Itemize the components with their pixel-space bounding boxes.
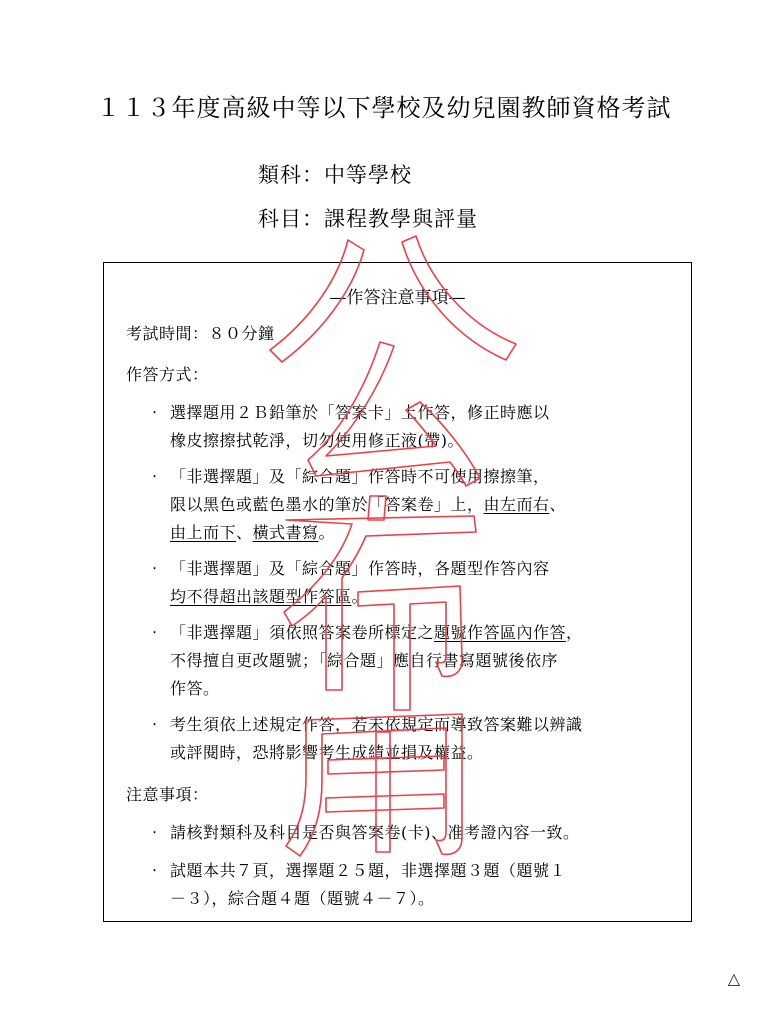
instructions-heading: —作答注意事項— [329,288,466,308]
item-text: 請核對類科及科目是否與答案卷(卡)、准考證內容一致。 [170,823,580,842]
bullet-dot: ‧ [152,403,158,422]
item-line [152,819,677,847]
item-line [152,491,677,519]
note-item [152,819,677,847]
item-text: 「非選擇題」及「綜合題」作答時不可使用擦擦筆， [170,467,550,486]
rule-item [152,399,677,455]
item-text: 橡皮擦擦拭乾淨，切勿使用修正液(帶)。 [170,431,464,450]
underlined-text: 橫式書寫 [252,523,319,542]
rule-item [152,463,677,547]
item-text: 試題本共７頁，選擇題２５題，非選擇題３題（題號１ [170,861,567,880]
item-line [152,399,677,427]
answer-method-label: 作答方式： [126,365,209,384]
item-line [152,675,677,703]
rule-item [152,619,677,703]
subject-line: 科目：課程教學與評量 [258,207,478,231]
item-text: 、 [549,495,567,514]
underlined-text: 均不得超出該題型作答區 [170,587,352,606]
item-line [152,885,677,913]
item-text: 選擇題用２Ｂ鉛筆於「答案卡」上作答，修正時應以 [170,403,550,422]
bullet-dot: ‧ [152,715,158,734]
underlined-text: 由左而右 [483,495,550,514]
instructions-box [103,262,692,922]
bullet-dot: ‧ [152,861,158,880]
item-line [152,711,677,739]
item-line [152,857,677,885]
item-line [152,519,677,547]
item-text: ， [566,623,583,642]
underlined-text: 由上而下 [170,523,237,542]
item-text: 作答。 [170,679,220,698]
corner-triangle-mark: △ [727,969,740,988]
notes-label: 注意事項： [126,785,209,804]
note-item [152,857,677,913]
underlined-text: 題號作答區內作答 [434,623,567,642]
rule-item [152,711,677,767]
exam-title: １１３年度高級中等以下學校及幼兒園教師資格考試 [96,94,672,122]
item-line [152,583,677,611]
item-line [152,619,677,647]
item-text: 考生須依上述規定作答，若未依規定而導致答案難以辨識 [170,715,583,734]
item-text: 。 [318,523,336,542]
item-line [152,427,677,455]
category-line: 類科：中等學校 [258,163,412,187]
bullet-dot: ‧ [152,467,158,486]
bullet-dot: ‧ [152,559,158,578]
item-text: 「非選擇題」須依照答案卷所標定之 [170,623,435,642]
item-line [152,647,677,675]
item-text: 、 [236,523,253,542]
item-text: 「非選擇題」及「綜合題」作答時，各題型作答內容 [170,559,550,578]
item-line [152,463,677,491]
item-line [152,555,677,583]
bullet-dot: ‧ [152,823,158,842]
item-text: 不得擅自更改題號；「綜合題」應自行書寫題號後依序 [170,651,559,670]
item-text: －３），綜合題４題（題號４－７）。 [170,889,435,908]
bullet-dot: ‧ [152,623,158,642]
item-text: 或評閱時，恐將影響考生成績並損及權益。 [170,743,484,762]
exam-time: 考試時間：８０分鐘 [126,324,275,343]
item-text: 。 [351,587,369,606]
item-text: 限以黑色或藍色墨水的筆於「答案卷」上， [170,495,484,514]
rule-item [152,555,677,611]
item-line [152,739,677,767]
